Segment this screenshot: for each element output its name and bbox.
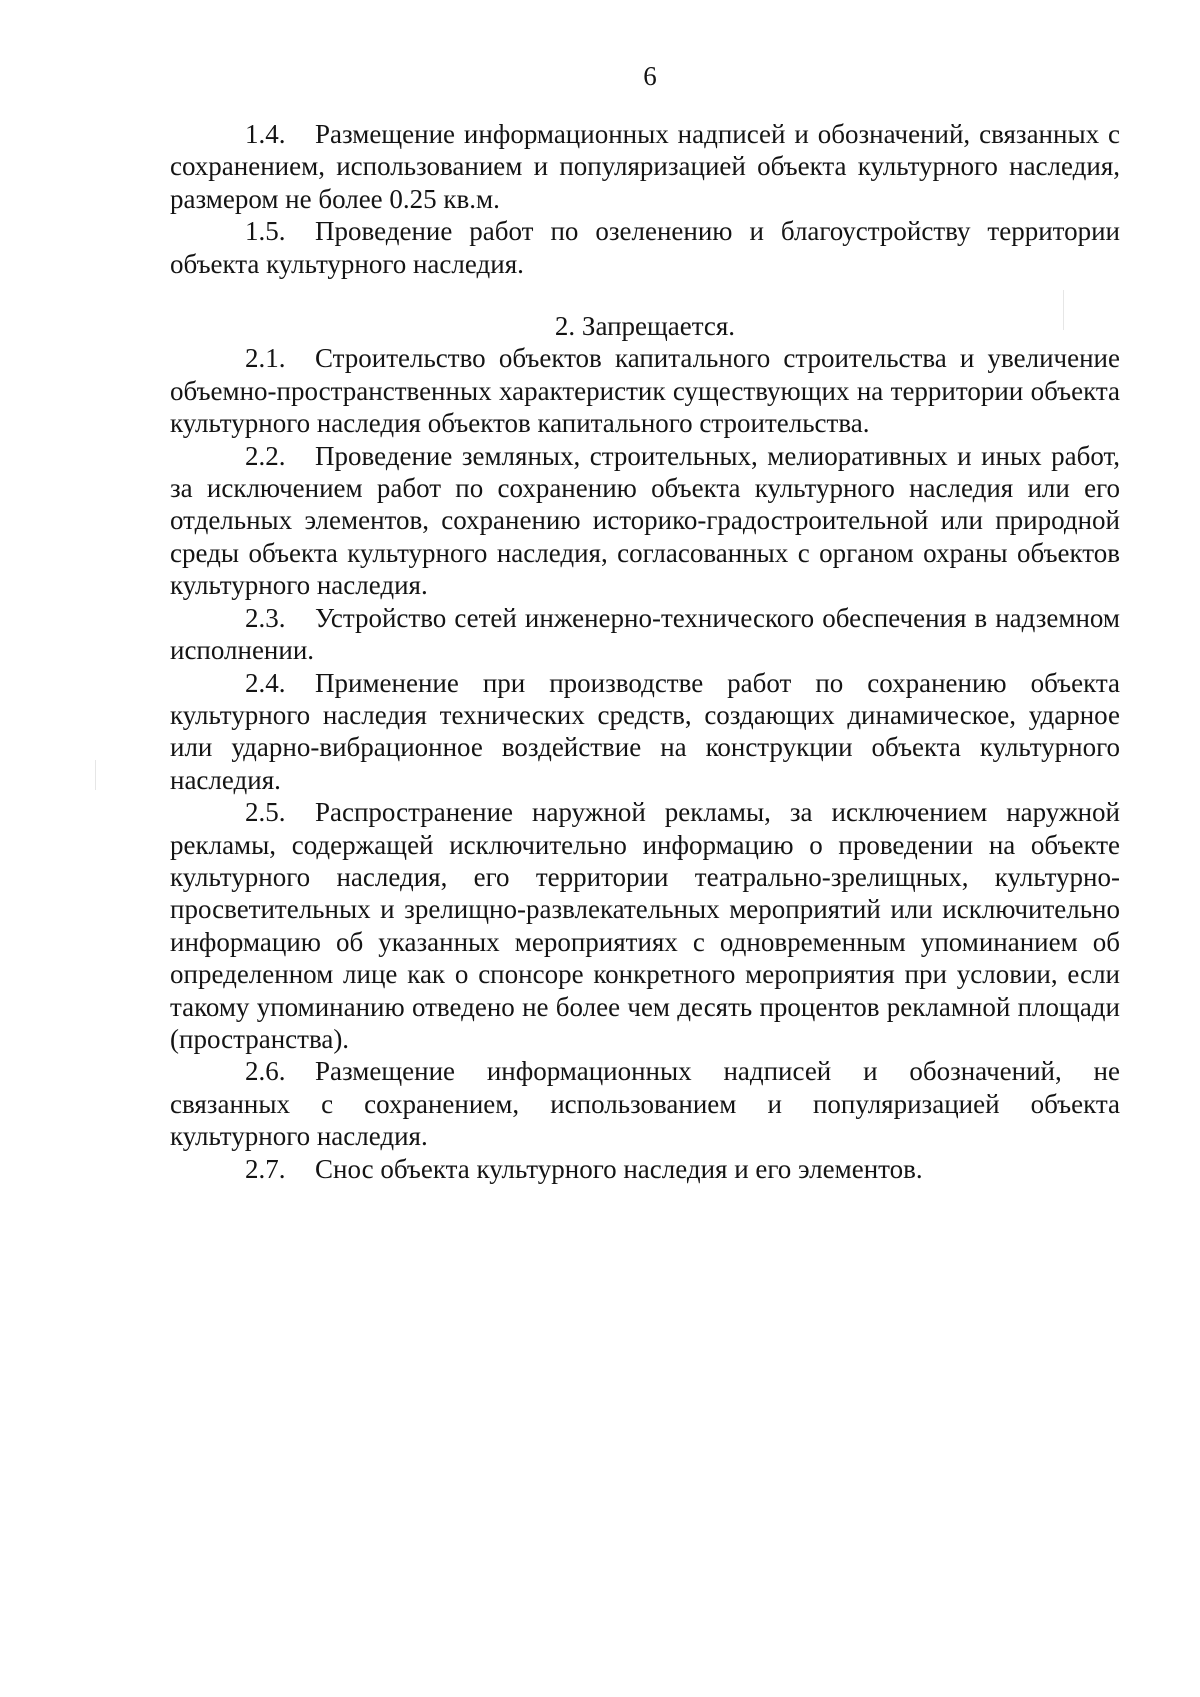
page-number: 6	[643, 61, 657, 91]
clause-number: 1.5.	[245, 216, 286, 247]
clause-number: 2.7.	[245, 1153, 286, 1184]
clause-text: Проведение земляных, строительных, мелиоративных и иных работ, за исключением работ по сохранению объекта культурного наследия или его отдельных элементов, сохранению историко-градостроительной или природной среды объекта культурного наследия, согласованных с органом охраны объектов культурного наследия.	[170, 440, 1120, 601]
scan-artifact-line	[1063, 290, 1064, 330]
clause-2-4	[170, 667, 1120, 797]
document-body	[170, 118, 1120, 1185]
clause-number: 1.4.	[245, 119, 286, 149]
clause-number: 2.4.	[245, 667, 286, 698]
clause-number: 2.3.	[245, 602, 286, 633]
clause-number: 2.5.	[245, 797, 286, 828]
clause-1-4	[170, 118, 1120, 215]
clause-number: 2.1.	[245, 343, 286, 374]
clause-number: 2.2.	[245, 440, 286, 471]
clause-text: Устройство сетей инженерно-технического обеспечения в надземном исполнении.	[170, 602, 1120, 666]
clause-2-2	[170, 440, 1120, 602]
clause-2-1	[170, 342, 1120, 439]
clause-text: Применение при производстве работ по сохранению объекта культурного наследия технических средств, создающих динамическое, ударное или ударно-вибрационное воздействие на конструкции объекта культурного наследия.	[170, 667, 1120, 795]
clause-number: 2.6.	[245, 1056, 286, 1087]
clause-text: Строительство объектов капитального строительства и увеличение объемно-пространственных характеристик существующих на территории объекта культурного наследия объектов капитального строительства.	[170, 343, 1120, 439]
clause-2-6	[170, 1055, 1120, 1152]
clause-text: Размещение информационных надписей и обозначений, связанных с сохранением, использованием и популяризацией объекта культурного наследия, размером не более 0.25 кв.м.	[170, 119, 1120, 214]
clause-text: Размещение информационных надписей и обозначений, не связанных с сохранением, использованием и популяризацией объекта культурного наследия.	[170, 1056, 1120, 1152]
clause-text: Снос объекта культурного наследия и его элементов.	[315, 1153, 923, 1184]
clause-2-5	[170, 796, 1120, 1055]
scan-artifact-line	[95, 760, 96, 790]
clause-2-3	[170, 602, 1120, 667]
clause-text: Проведение работ по озеленению и благоустройству территории объекта культурного наследия.	[170, 216, 1120, 279]
section-heading: 2. Запрещается.	[554, 311, 736, 342]
clause-text: Распространение наружной рекламы, за исключением наружной рекламы, содержащей исключительно информацию о проведении на объекте культурного наследия, его территории театрально-зрелищных, культурно-просветительных и зрелищно-развлекательных мероприятий или исключительно информацию об указанных мероприятиях с одновременным упоминанием об определенном лице как о спонсоре конкретного мероприятия при условии, если такому упоминанию отведено не более чем десять процентов рекламной площади (пространства).	[170, 797, 1120, 1054]
clause-1-5	[170, 215, 1120, 280]
clause-2-7	[170, 1153, 1120, 1185]
